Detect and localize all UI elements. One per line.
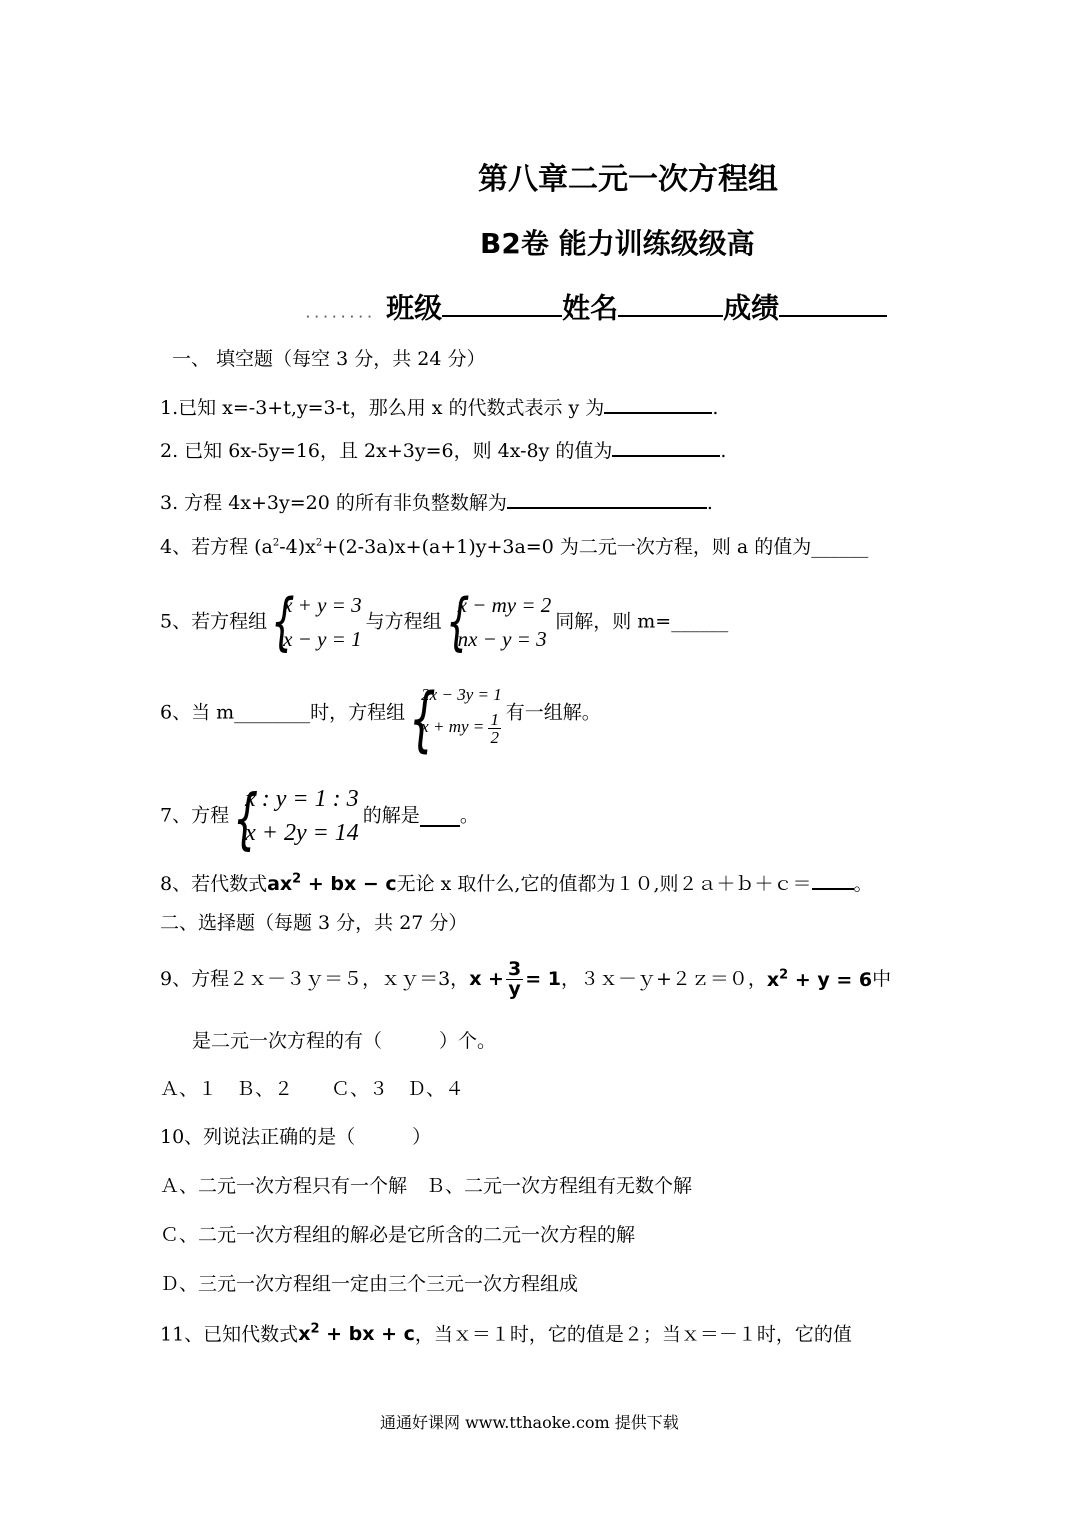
- class-label: 班级: [386, 291, 443, 325]
- expr-part: = 1: [525, 968, 561, 990]
- expr-part: x: [766, 968, 780, 991]
- q4-blank[interactable]: ______: [811, 536, 869, 558]
- q3-blank[interactable]: [507, 487, 707, 509]
- q9-line2: 是二元一次方程的有（ ）个。: [192, 1030, 497, 1052]
- question-9: [160, 960, 891, 999]
- q7-blank[interactable]: [420, 805, 460, 827]
- q5-mid: 与方程组: [365, 610, 442, 633]
- q6-blank[interactable]: ________: [234, 701, 311, 724]
- q10-option-ab: Ａ、二元一次方程只有一个解 Ｂ、二元一次方程组有无数个解: [160, 1175, 693, 1197]
- q10-stem: 10、列说法正确的是（ ）: [160, 1126, 432, 1148]
- q6-mid: 时，方程组: [310, 701, 406, 724]
- q6-post: 有一组解。: [505, 701, 601, 724]
- expr-part: ax: [267, 872, 293, 895]
- question-3: [160, 487, 713, 515]
- question-2: [160, 435, 726, 463]
- score-blank[interactable]: [779, 286, 887, 317]
- expr-part: + bx + c: [319, 1323, 415, 1346]
- name-label: 姓名: [562, 291, 619, 325]
- q4-part: +(2-3a)x+(a+1)y+3a=0 为二元一次方程，则 a 的值为: [322, 536, 812, 558]
- student-info-line: [306, 286, 887, 326]
- q9-eq5: [767, 969, 872, 991]
- brace-icon: {: [445, 585, 470, 658]
- q10-option-c: Ｃ、二元一次方程组的解必是它所含的二元一次方程的解: [160, 1224, 636, 1246]
- q4-part: -4)x: [279, 536, 316, 558]
- q4-sup: 2: [272, 537, 280, 549]
- numerator: 1: [490, 709, 499, 729]
- equation: x : y = 1 : 3: [245, 786, 359, 812]
- equation-left: x + my =: [421, 717, 485, 736]
- equation: nx − y = 3: [457, 627, 547, 651]
- expr-part: + y = 6: [788, 968, 873, 991]
- score-label: 成绩: [723, 291, 780, 325]
- q8-expression: [267, 873, 397, 895]
- q8-blank[interactable]: [812, 868, 854, 890]
- fraction: [506, 960, 523, 999]
- q6-system: [409, 678, 502, 760]
- q11-pre: 11、已知代数式: [160, 1323, 299, 1346]
- numerator: 3: [507, 958, 522, 980]
- q9-post: 中: [872, 968, 892, 991]
- section2-heading: 二、选择题（每题 3 分，共 27 分）: [160, 912, 468, 934]
- question-5: [160, 585, 729, 658]
- footer-credit: 通通好课网 www.tthaoke.com 提供下载: [380, 1413, 679, 1432]
- class-blank[interactable]: [442, 286, 562, 317]
- brace-icon: {: [271, 585, 295, 658]
- q4-part: 4、若方程 (a: [160, 536, 273, 558]
- q2-end: .: [720, 439, 727, 462]
- q3-end: .: [706, 491, 713, 514]
- q8-end: 。: [853, 872, 873, 895]
- equation: 2x − 3y = 1: [421, 685, 502, 704]
- q9-mid: ，３ｘ－ｙ+２ｚ＝０，: [560, 968, 767, 991]
- question-7: [160, 780, 479, 857]
- question-8: [160, 868, 873, 896]
- page-title: 第八章二元一次方程组: [478, 162, 778, 197]
- q10-option-d: Ｄ、三元一次方程组一定由三个三元一次方程组成: [160, 1273, 579, 1295]
- q11-expression: [298, 1323, 415, 1345]
- q1-text: 1.已知 x=-3+t,y=3-t，那么用 x 的代数式表示 y 为: [160, 396, 605, 419]
- q7-pre: 7、方程: [160, 804, 230, 827]
- q7-end: 。: [459, 804, 479, 827]
- q5-pre: 5、若方程组: [160, 610, 268, 633]
- section1-heading: 一、 填空题（每空 3 分，共 24 分）: [172, 348, 486, 370]
- brace-icon: {: [233, 780, 259, 857]
- q2-text: 2. 已知 6x-5y=16，且 2x+3y=6，则 4x-8y 的值为: [160, 439, 613, 462]
- q8-post: 无论 x 取什么,它的值都为１０,则２ａ＋ｂ＋ｃ＝: [396, 872, 812, 895]
- q7-system: [233, 780, 359, 857]
- q2-blank[interactable]: [612, 435, 720, 457]
- question-4: [160, 536, 868, 559]
- equation: x − my = 2: [457, 593, 552, 617]
- expr-part: + bx − c: [301, 872, 397, 895]
- q7-post: 的解是: [362, 804, 420, 827]
- question-11: [160, 1322, 852, 1346]
- q1-end: .: [712, 396, 719, 419]
- leader-dots: ........: [306, 309, 377, 321]
- q3-text: 3. 方程 4x+3y=20 的所有非负整数解为: [160, 491, 507, 514]
- q9-eq3: [469, 958, 561, 1000]
- page-subtitle: B2卷 能力训练级级高: [480, 227, 755, 260]
- q8-pre: 8、若代数式: [160, 872, 268, 895]
- expr-sup: 2: [779, 967, 789, 983]
- q9-options: Ａ、１ Ｂ、２ Ｃ、３ Ｄ、４: [160, 1078, 465, 1100]
- expr-sup: 2: [310, 1322, 320, 1337]
- equation: x + 2y = 14: [245, 820, 359, 846]
- equation: x − y = 1: [283, 627, 362, 651]
- q1-blank[interactable]: [604, 392, 712, 414]
- equation: x + y = 3: [283, 593, 362, 617]
- brace-icon: {: [409, 678, 436, 760]
- q11-post: ，当ｘ＝１时，它的值是２；当ｘ＝－１时，它的值: [414, 1323, 852, 1346]
- denominator: y: [508, 978, 521, 1000]
- q4-sup: 2: [315, 537, 323, 549]
- q5-system-1: [271, 585, 362, 658]
- q5-system-2: [445, 585, 552, 658]
- question-6: [160, 678, 601, 760]
- expr-part: x +: [469, 968, 504, 990]
- q6-pre: 6、当 m: [160, 701, 235, 724]
- q5-blank[interactable]: ______: [671, 610, 729, 633]
- expr-part: x: [298, 1323, 311, 1346]
- q5-post: 同解，则 m=: [555, 610, 672, 633]
- fraction: [488, 711, 501, 746]
- q9-pre: 9、方程２ｘ－３ｙ＝５，ｘｙ＝3，: [160, 968, 470, 991]
- question-1: [160, 392, 718, 420]
- denominator: 2: [490, 727, 499, 747]
- expr-sup: 2: [292, 871, 302, 887]
- name-blank[interactable]: [618, 286, 723, 317]
